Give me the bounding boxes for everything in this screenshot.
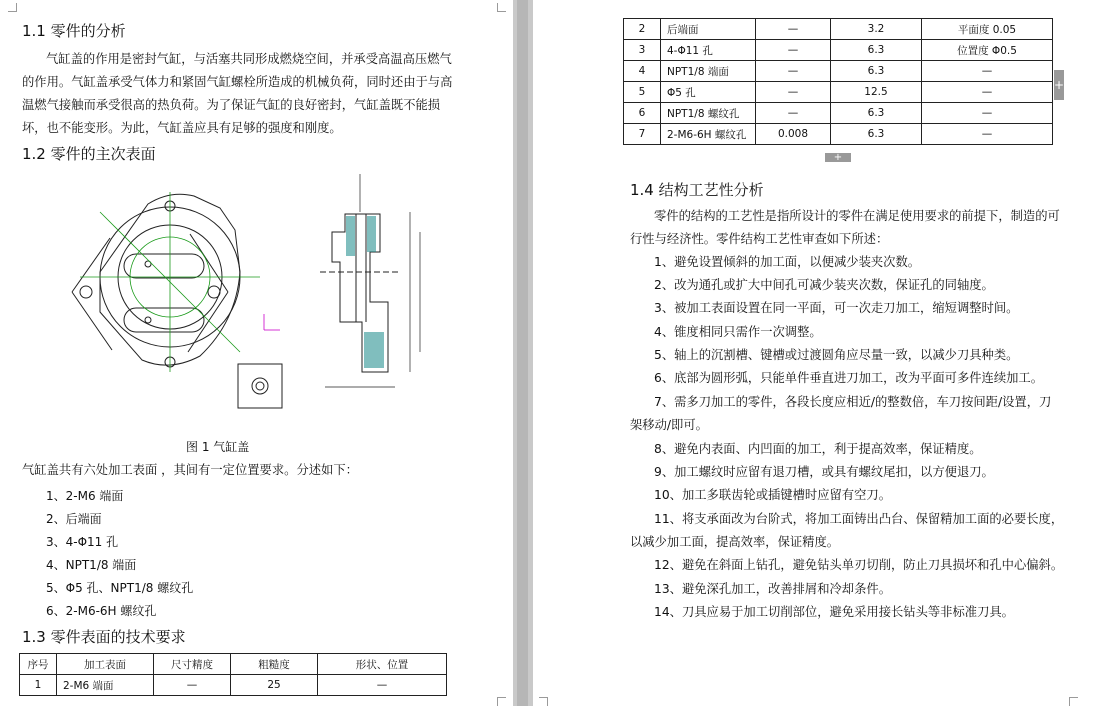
table-add-row-icon[interactable]: + bbox=[825, 153, 851, 162]
table-cell: 位置度 Φ0.5 bbox=[922, 40, 1053, 61]
list-item: 架移动/即可。 bbox=[630, 418, 708, 432]
paragraph-line: 零件的结构的工艺性是指所设计的零件在满足使用要求的前提下，制造的可 bbox=[654, 209, 1060, 223]
detail-view bbox=[238, 364, 282, 408]
section-heading-1-3: 1.3 零件表面的技术要求 bbox=[22, 628, 186, 646]
table-cell: 6.3 bbox=[831, 124, 922, 145]
page-corner-mark bbox=[8, 3, 17, 12]
table-cell: NPT1/8 端面 bbox=[661, 61, 756, 82]
table-cell: 4-Φ11 孔 bbox=[661, 40, 756, 61]
cylinder-head-drawing bbox=[70, 172, 470, 422]
surface-list-item: 3、4-Φ11 孔 bbox=[46, 535, 119, 549]
table-row bbox=[624, 40, 1053, 61]
table-header-cell: 加工表面 bbox=[57, 654, 154, 675]
page-corner-mark bbox=[539, 697, 548, 706]
table-cell: NPT1/8 螺纹孔 bbox=[661, 103, 756, 124]
list-item: 12、避免在斜面上钻孔，避免钻头单刃切削，防止刀具损坏和孔中心偏斜。 bbox=[654, 558, 1064, 572]
tech-requirements-table bbox=[19, 653, 447, 696]
table-cell: 6 bbox=[624, 103, 661, 124]
table-cell: — bbox=[756, 40, 831, 61]
table-cell: — bbox=[756, 61, 831, 82]
table-cell: 3 bbox=[624, 40, 661, 61]
table-cell: 2-M6-6H 螺纹孔 bbox=[661, 124, 756, 145]
slot-upper bbox=[124, 254, 204, 278]
table-header-cell: 尺寸精度 bbox=[154, 654, 231, 675]
table-cell: 0.008 bbox=[756, 124, 831, 145]
table-cell: — bbox=[922, 61, 1053, 82]
table-cell: 1 bbox=[20, 675, 57, 696]
list-item: 以减少加工面，提高效率，保证精度。 bbox=[630, 535, 840, 549]
table-cell: 6.3 bbox=[831, 61, 922, 82]
list-item: 14、刀具应易于加工切削部位，避免采用接长钻头等非标准刀具。 bbox=[654, 605, 1014, 619]
list-item: 3、被加工表面设置在同一平面，可一次走刀加工，缩短调整时间。 bbox=[654, 301, 1019, 315]
bolt-hole-right bbox=[208, 286, 220, 298]
section-heading-1-4: 1.4 结构工艺性分析 bbox=[630, 181, 764, 199]
table-row bbox=[624, 103, 1053, 124]
table-add-column-icon[interactable]: + bbox=[1054, 70, 1064, 100]
page-gutter bbox=[513, 0, 533, 706]
list-item: 11、将支承面改为台阶式，将加工面铸出凸台、保留精加工面的必要长度， bbox=[654, 512, 1064, 526]
table-cell: — bbox=[922, 124, 1053, 145]
table-cell: — bbox=[756, 103, 831, 124]
section-heading-1-1: 1.1 零件的分析 bbox=[22, 22, 126, 40]
list-item: 8、避免内表面、内凹面的加工，利于提高效率，保证精度。 bbox=[654, 442, 982, 456]
table-cell: — bbox=[154, 675, 231, 696]
table-cell: 5 bbox=[624, 82, 661, 103]
list-item: 2、改为通孔或扩大中间孔可减少装夹次数，保证孔的同轴度。 bbox=[654, 278, 994, 292]
table-cell: — bbox=[756, 19, 831, 40]
table-row bbox=[20, 675, 447, 696]
table-header-cell: 形状、位置 bbox=[318, 654, 447, 675]
table-cell: — bbox=[922, 82, 1053, 103]
page-corner-mark bbox=[497, 697, 506, 706]
surface-list-item: 4、NPT1/8 端面 bbox=[46, 558, 137, 572]
section-heading-1-2: 1.2 零件的主次表面 bbox=[22, 145, 156, 163]
table-cell: 后端面 bbox=[661, 19, 756, 40]
bolt-hole-left bbox=[80, 286, 92, 298]
table-cell: 3.2 bbox=[831, 19, 922, 40]
table-cell: 4 bbox=[624, 61, 661, 82]
paragraph-line: 行性与经济性。零件结构工艺性审查如下所述： bbox=[630, 232, 889, 246]
page-corner-mark bbox=[497, 3, 506, 12]
table-cell: — bbox=[922, 103, 1053, 124]
table-cell: 6.3 bbox=[831, 40, 922, 61]
list-item: 10、加工多联齿轮或插键槽时应留有空刀。 bbox=[654, 488, 891, 502]
document-page-right bbox=[533, 0, 1100, 706]
paragraph-line: 坏，也不能变形。为此，气缸盖应具有足够的强度和刚度。 bbox=[22, 121, 342, 135]
list-item: 4、锥度相同只需作一次调整。 bbox=[654, 325, 822, 339]
table-cell: 6.3 bbox=[831, 103, 922, 124]
table-cell: 12.5 bbox=[831, 82, 922, 103]
paragraph-line: 气缸盖的作用是密封气缸，与活塞共同形成燃烧空间，并承受高温高压燃气 bbox=[46, 52, 452, 66]
table-header-cell: 序号 bbox=[20, 654, 57, 675]
table-header-cell: 粗糙度 bbox=[231, 654, 318, 675]
figure-caption: 图 1 气缸盖 bbox=[186, 440, 250, 454]
table-cell: 平面度 0.05 bbox=[922, 19, 1053, 40]
list-item: 5、轴上的沉割槽、键槽或过渡圆角应尽量一致，以减少刀具种类。 bbox=[654, 348, 1019, 362]
surface-list-item: 2、后端面 bbox=[46, 512, 102, 526]
paragraph-line: 温燃气接触而承受很高的热负荷。为了保证气缸的良好密封，气缸盖既不能损 bbox=[22, 98, 441, 112]
table-row bbox=[624, 124, 1053, 145]
surface-list-item: 1、2-M6 端面 bbox=[46, 489, 124, 503]
list-item: 9、加工螺纹时应留有退刀槽，或具有螺纹尾扣，以方便退刀。 bbox=[654, 465, 994, 479]
table-cell: 2-M6 端面 bbox=[57, 675, 154, 696]
table-cell: 25 bbox=[231, 675, 318, 696]
list-item: 1、避免设置倾斜的加工面，以便减少装夹次数。 bbox=[654, 255, 921, 269]
table-row bbox=[624, 82, 1053, 103]
table-cell: Φ5 孔 bbox=[661, 82, 756, 103]
table-row bbox=[624, 61, 1053, 82]
tech-requirements-table-continued bbox=[623, 18, 1053, 145]
list-item: 13、避免深孔加工，改善排屑和冷却条件。 bbox=[654, 582, 891, 596]
table-cell: — bbox=[756, 82, 831, 103]
table-cell: — bbox=[318, 675, 447, 696]
page-corner-mark bbox=[1069, 697, 1078, 706]
surface-list-item: 5、Φ5 孔、NPT1/8 螺纹孔 bbox=[46, 581, 194, 595]
document-page-left bbox=[0, 0, 513, 706]
list-item: 7、需多刀加工的零件，各段长度应相近/的整数倍，车刀按间距/设置，刀 bbox=[654, 395, 1052, 409]
table-row bbox=[624, 19, 1053, 40]
table-header-row bbox=[20, 654, 447, 675]
paragraph-line: 的作用。气缸盖承受气体力和紧固气缸螺栓所造成的机械负荷，同时还由于与高 bbox=[22, 75, 453, 89]
table-cell: 7 bbox=[624, 124, 661, 145]
list-item: 6、底部为圆形弧，只能单件垂直进刀加工，改为平面可多件连续加工。 bbox=[654, 371, 1044, 385]
surface-list-item: 6、2-M6-6H 螺纹孔 bbox=[46, 604, 157, 618]
intro-text: 气缸盖共有六处加工表面 ，其间有一定位置要求。分述如下： bbox=[22, 463, 358, 477]
table-cell: 2 bbox=[624, 19, 661, 40]
